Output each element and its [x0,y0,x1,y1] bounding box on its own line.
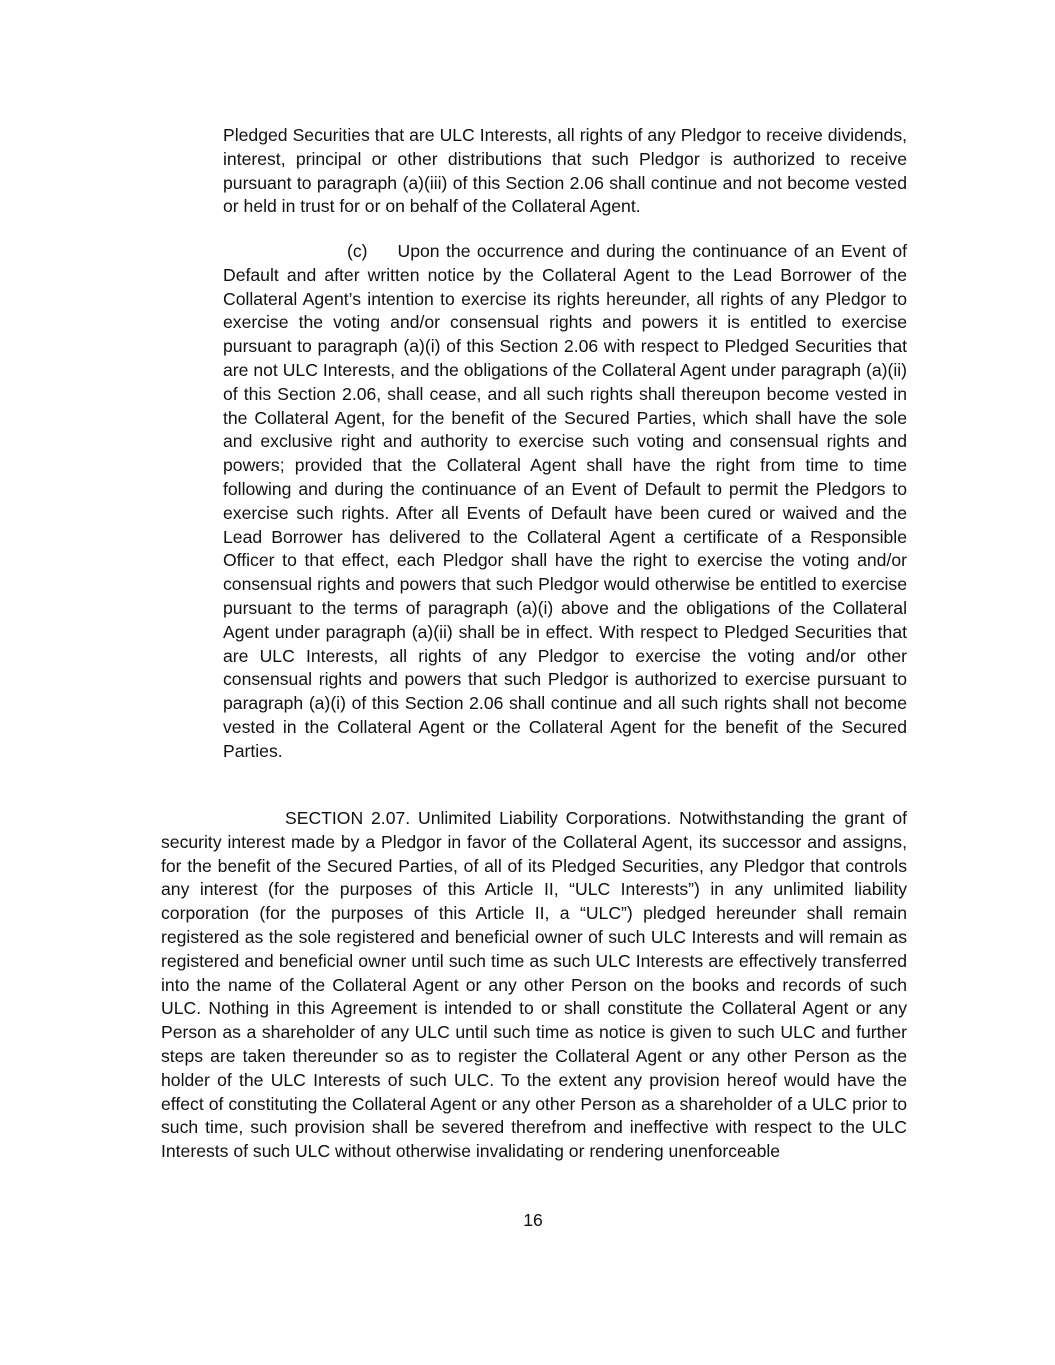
paragraph-label: (c) [347,241,368,261]
section-2-07-text: Notwithstanding the grant of security interest made by a Pledgor in favor of the Collateral Agent, its successor and assigns, for the benefit of the Secured Parties, of all of its Pledged Securities, any Pledgor that controls any interest (for the purposes of this Article II, “ULC Interests”) in any unlimited liability corporation (for the purposes of this Article II, a “ULC”) pledged hereunder shall remain registered as the sole registered and beneficial owner of such ULC Interests and will remain as registered and beneficial owner until such time as such ULC Interests are effectively transferred into the name of the Collateral Agent or any other Person on the books and records of such ULC. Nothing in this Agreement is intended to or shall constitute the Collateral Agent or any Person as a shareholder of any ULC until such time as notice is given to such ULC and further steps are taken thereunder so as to register the Collateral Agent or any other Person as the holder of the ULC Interests of such ULC. To the extent any provision hereof would have the effect of constituting the Collateral Agent or any other Person as a shareholder of a ULC prior to such time, such provision shall be severed therefrom and ineffective with respect to the ULC Interests of such ULC without otherwise invalidating or rendering unenforceable [161,808,907,1162]
page-number: 16 [523,1210,543,1230]
paragraph-continuation: Pledged Securities that are ULC Interests, all rights of any Pledgor to receive dividends, interest, principal or other distributions that such Pledgor is authorized to receive pursuant to paragraph (a)(iii) of this Section 2.06 shall continue and not become vested or held in trust for or on behalf of the Collateral Agent. [223,125,907,217]
section-heading: SECTION 2.07. Unlimited Liability Corporations. [285,808,672,828]
paragraph-c [223,240,907,764]
section-2-07 [161,807,907,1164]
paragraph-c-text: Upon the occurrence and during the continuance of an Event of Default and after written notice by the Collateral Agent to the Lead Borrower of the Collateral Agent’s intention to exercise its rights hereunder, all rights of any Pledgor to exercise the voting and/or consensual rights and powers it is entitled to exercise pursuant to paragraph (a)(i) of this Section 2.06 with respect to Pledged Securities that are not ULC Interests, and the obligations of the Collateral Agent under paragraph (a)(ii) of this Section 2.06, shall cease, and all such rights shall thereupon become vested in the Collateral Agent, for the benefit of the Secured Parties, which shall have the sole and exclusive right and authority to exercise such voting and consensual rights and powers; provided that the Collateral Agent shall have the right from time to time following and during the continuance of an Event of Default to permit the Pledgors to exercise such rights. After all Events of Default have been cured or waived and the Lead Borrower has delivered to the Collateral Agent a certificate of a Responsible Officer to that effect, each Pledgor shall have the right to exercise the voting and/or consensual rights and powers that such Pledgor would otherwise be entitled to exercise pursuant to the terms of paragraph (a)(i) above and the obligations of the Collateral Agent under paragraph (a)(ii) shall be in effect. With respect to Pledged Securities that are ULC Interests, all rights of any Pledgor to exercise the voting and/or other consensual rights and powers that such Pledgor is authorized to exercise pursuant to paragraph (a)(i) of this Section 2.06 shall continue and all such rights shall not become vested in the Collateral Agent or the Collateral Agent for the benefit of the Secured Parties. [223,241,907,761]
